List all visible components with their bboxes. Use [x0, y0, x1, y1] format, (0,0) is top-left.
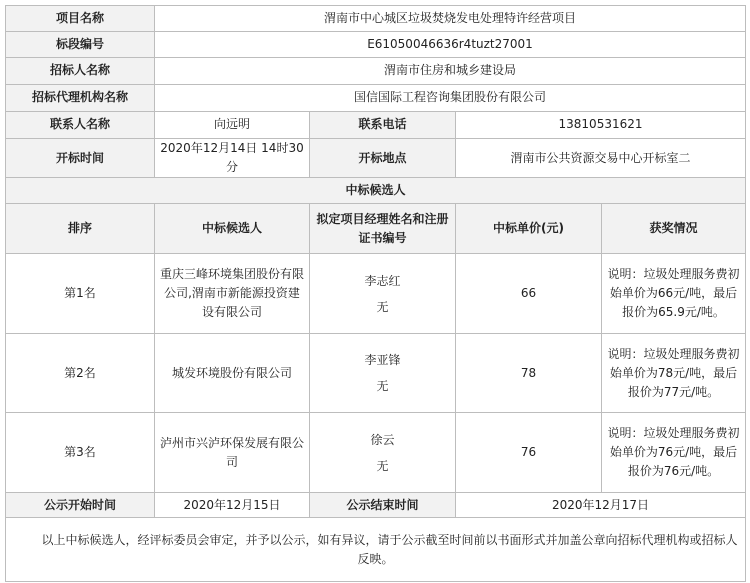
candidate-award: 说明：垃圾处理服务费初始单价为66元/吨，最后报价为65.9元/吨。: [602, 254, 746, 334]
candidate-price: 78: [456, 334, 602, 413]
candidate-price: 76: [456, 413, 602, 493]
agency-label: 招标代理机构名称: [6, 85, 155, 112]
section-number-value: E61050046636r4tuzt27001: [155, 32, 746, 58]
candidate-rank: 第2名: [6, 334, 155, 413]
candidate-rank: 第3名: [6, 413, 155, 493]
tenderer-value: 渭南市住房和城乡建设局: [155, 58, 746, 85]
phone-value: 13810531621: [456, 112, 746, 139]
contact-value: 向远明: [155, 112, 310, 139]
manager-cert: 无: [376, 379, 389, 394]
header-candidate: 中标候选人: [155, 204, 310, 254]
tenderer-row: [6, 58, 746, 85]
section-number-row: [6, 32, 746, 58]
candidate-name: 重庆三峰环境集团股份有限公司,渭南市新能源投资建设有限公司: [155, 254, 310, 334]
manager-name: 徐云: [370, 432, 395, 447]
open-place-value: 渭南市公共资源交易中心开标室二: [456, 139, 746, 178]
project-name-label: 项目名称: [6, 6, 155, 32]
manager-cert: 无: [376, 458, 389, 473]
candidate-name: 城发环境股份有限公司: [155, 334, 310, 413]
publicity-note: 以上中标候选人，经评标委员会审定，并予以公示，如有异议，请于公示截至时间前以书面形式并加盖公章向招标代理机构或招标人反映。: [6, 518, 746, 582]
phone-label: 联系电话: [310, 112, 456, 139]
manager-name: 李志红: [364, 273, 401, 288]
header-award: 获奖情况: [602, 204, 746, 254]
table-row: [6, 254, 746, 334]
header-rank: 排序: [6, 204, 155, 254]
candidate-manager: [310, 254, 456, 334]
candidate-manager: [310, 413, 456, 493]
note-row: [6, 518, 746, 582]
candidates-section-row: [6, 178, 746, 204]
candidate-award: 说明：垃圾处理服务费初始单价为76元/吨，最后报价为76元/吨。: [602, 413, 746, 493]
publicity-end-label: 公示结束时间: [310, 493, 456, 518]
publicity-end-value: 2020年12月17日: [456, 493, 746, 518]
manager-cert: 无: [376, 299, 389, 314]
candidate-award: 说明：垃圾处理服务费初始单价为78元/吨，最后报价为77元/吨。: [602, 334, 746, 413]
publicity-start-label: 公示开始时间: [6, 493, 155, 518]
table-row: [6, 334, 746, 413]
candidates-section-title: 中标候选人: [6, 178, 746, 204]
candidate-price: 66: [456, 254, 602, 334]
agency-value: 国信国际工程咨询集团股份有限公司: [155, 85, 746, 112]
candidate-name: 泸州市兴泸环保发展有限公司: [155, 413, 310, 493]
candidate-rank: 第1名: [6, 254, 155, 334]
tenderer-label: 招标人名称: [6, 58, 155, 85]
open-time-label: 开标时间: [6, 139, 155, 178]
candidates-header-row: [6, 204, 746, 254]
manager-name: 李亚锋: [364, 353, 401, 368]
section-number-label: 标段编号: [6, 32, 155, 58]
open-time-value: 2020年12月14日 14时30分: [155, 139, 310, 178]
open-place-label: 开标地点: [310, 139, 456, 178]
publicity-start-value: 2020年12月15日: [155, 493, 310, 518]
table-row: [6, 413, 746, 493]
bid-result-table: [5, 5, 746, 582]
candidate-manager: [310, 334, 456, 413]
header-price: 中标单价(元): [456, 204, 602, 254]
header-manager: 拟定项目经理姓名和注册证书编号: [310, 204, 456, 254]
contact-row: [6, 112, 746, 139]
project-name-value: 渭南市中心城区垃圾焚烧发电处理特许经营项目: [155, 6, 746, 32]
project-name-row: [6, 6, 746, 32]
open-row: [6, 139, 746, 178]
agency-row: [6, 85, 746, 112]
publicity-row: [6, 493, 746, 518]
contact-label: 联系人名称: [6, 112, 155, 139]
